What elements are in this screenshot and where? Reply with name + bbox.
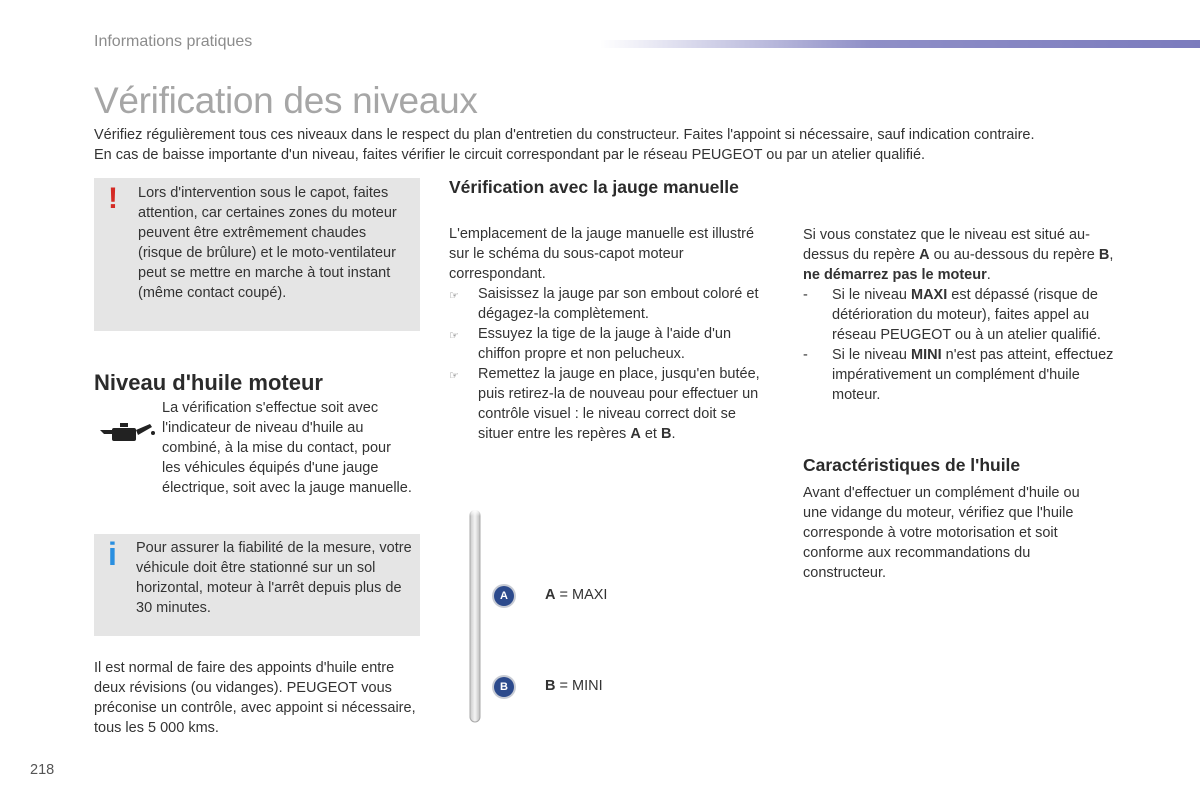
characteristics-heading: Caractéristiques de l'huile [803, 455, 1021, 475]
step-3 [449, 364, 765, 444]
intro-line-2: En cas de baisse importante d'un niveau, faites vérifier le circuit correspondant par le réseau PEUGEOT ou par un atelier qualifié. [94, 147, 926, 163]
step-2 [449, 324, 765, 364]
step-1-text: Saisissez la jauge par son embout coloré et dégagez-la complètement. [478, 286, 759, 322]
info-icon: i [108, 536, 117, 572]
marker-b-icon: B [494, 677, 514, 697]
hand-icon: ☞ [449, 330, 459, 342]
label-mini: B = MINI [545, 678, 603, 694]
section-label: Informations pratiques [94, 33, 253, 50]
intro [94, 125, 1114, 165]
page-title: Vérification des niveaux [94, 80, 478, 121]
mark-b: B [660, 426, 672, 442]
label-maxi: A = MAXI [545, 587, 608, 603]
marker-a-icon: A [494, 586, 514, 606]
intro-line-1: Vérifiez régulièrement tous ces niveaux dans le respect du plan d'entretien du constructeur. Faites l'appoint si nécessaire, sauf indication contraire. [94, 127, 1035, 143]
manual-intro: L'emplacement de la jauge manuelle est illustré sur le schéma du sous-capot moteur correspondant. [449, 226, 755, 282]
level-check [803, 225, 1125, 405]
dipstick-illustration [468, 510, 482, 728]
info-text: Pour assurer la fiabilité de la mesure, votre véhicule doit être stationné sur un sol horizontal, moteur à l'arrêt depuis plus de 30 minutes. [136, 540, 412, 616]
level-check-text: Si vous constatez que le niveau est situé au-dessus du repère A ou au-dessous du repère B, ne démarrez pas le moteur. [803, 227, 1114, 283]
step-2-text: Essuyez la tige de la jauge à l'aide d'un chiffon propre et non pelucheux. [478, 326, 732, 362]
page-number: 218 [30, 762, 55, 778]
header-rule [600, 40, 1200, 48]
hand-icon: ☞ [449, 370, 459, 382]
oil-level-text: La vérification s'effectue soit avec l'indicateur de niveau d'huile au combiné, à la mise du contact, pour les véhicules équipés d'une jauge électrique, soit avec la jauge manuelle. [162, 400, 412, 496]
mark-a: A [630, 426, 641, 442]
warning-text: Lors d'intervention sous le capot, faites attention, car certaines zones du moteur peuvent être extrêmement chaudes (risque de brûlure) et le moto-ventilateur peut se mettre en marche à tout instant (même contact coupé). [138, 185, 397, 301]
step-3-text: Remettez la jauge en place, jusqu'en butée, puis retirez-la de nouveau pour effectuer un contrôle visuel : le niveau correct doit se situer entre les repères A et B. [478, 366, 760, 442]
warning-box [94, 178, 420, 331]
info-box [94, 534, 420, 636]
oil-level-heading: Niveau d'huile moteur [94, 370, 323, 395]
manual-gauge-body [449, 224, 765, 444]
hand-icon: ☞ [449, 290, 459, 302]
step-1 [449, 284, 765, 324]
normal-note: Il est normal de faire des appoints d'huile entre deux révisions (ou vidanges). PEUGEOT vous préconise un contrôle, avec appoint si nécessaire, tous les 5 000 kms. [94, 660, 416, 736]
oil-can-icon [98, 418, 156, 446]
characteristics-text: Avant d'effectuer un complément d'huile ou une vidange du moteur, vérifiez que l'huile corresponde à votre motorisation et soit conforme aux recommandations du constructeur. [803, 485, 1080, 581]
manual-gauge-heading: Vérification avec la jauge manuelle [449, 177, 739, 197]
warning-icon: ! [108, 182, 118, 215]
level-item-maxi: - Si le niveau MAXI est dépassé (risque de détérioration du moteur), faites appel au réseau PEUGEOT ou à un atelier qualifié. [803, 287, 1101, 343]
level-item-mini: - Si le niveau MINI n'est pas atteint, effectuez impérativement un complément d'huile moteur. [803, 347, 1114, 403]
